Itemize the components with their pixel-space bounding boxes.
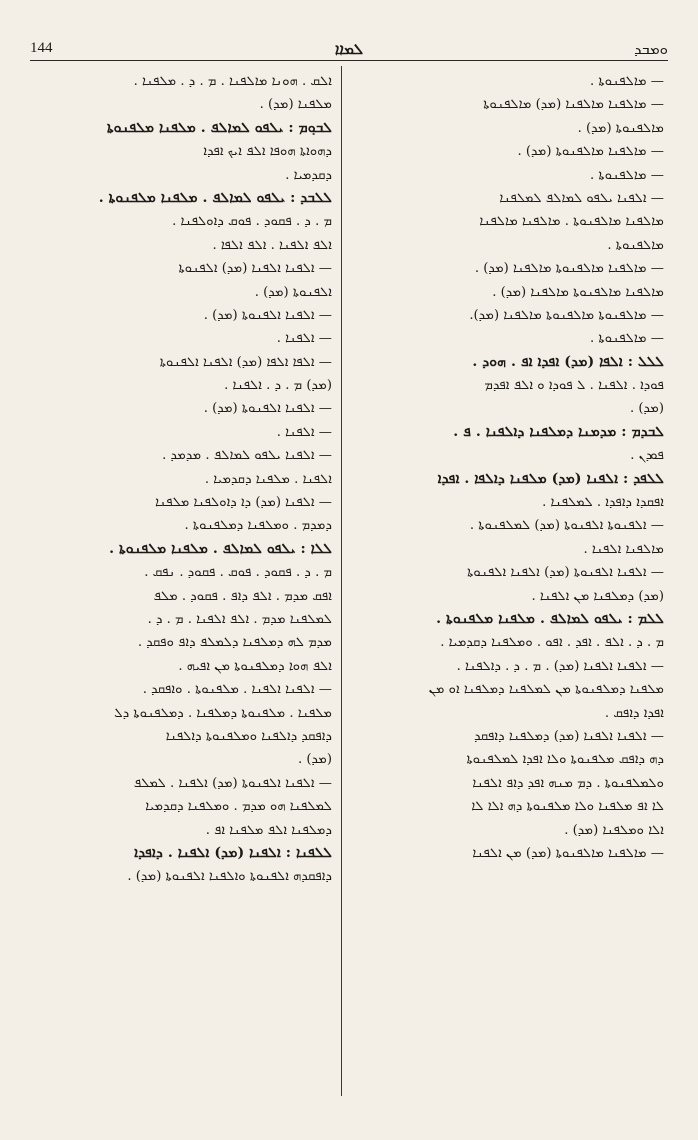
text-line: ܡܐܠܦܢܘܬܐ (ܡܕ) .: [577, 120, 664, 136]
text-line: — ܐܠܦܢܐ ܐܠܦܢܘܬܐ (ܡܕ) .: [203, 401, 332, 417]
text-line: ܕܩܕܡܝܐ .: [285, 167, 332, 183]
text-line: ܡ . ܕ . ܦܩܘܕ . ܦܘܩ ܕܐܘܠܦܢܐ .: [172, 214, 332, 230]
text-line: — ܡܐܠܦܢܐ ܡܐܠܦܢܘܬܐ (ܡܕ) .: [517, 144, 664, 160]
text-line: ܐܦܩ ܡܕܡ . ܐܠܦ ܕܐܦ . ܦܩܘܕ . ܡܠܦ: [153, 588, 332, 604]
text-line: ܕܗ ܕܐܦܩ ܡܠܦܢܘܬܐ ܘܠܐ ܐܦܕܐ ܠܡܠܦܢܘܬܐ: [466, 752, 664, 768]
text-line: — ܐܠܦܢܐ ܐܠܦܢܐ (ܡܕ) . ܡ . ܕ . ܕܐܠܦܢܐ .: [456, 658, 664, 674]
text-line: ܠܡܠܦܢܐ ܗܘ ܡܕܡ . ܘܡܠܦܢܐ ܕܩܕܡܝܐ: [145, 799, 332, 815]
text-line: ܡܠܦܢܐ . ܡܠܦܢܘܬܐ ܕܡܠܦܢܐ . ܕܡܠܦܢܘܬܐ ܕܠ: [114, 705, 332, 721]
text-line: — ܐܠܦܢܐ ܐܠܦܢܐ (ܡܕ) ܕܡܠܦܢܐ ܕܐܦܩܕ: [474, 728, 664, 744]
text-line: — ܡܐܠܦܢܐ ܡܐܠܦܢܘܬܐ ܡܐܠܦܢܐ (ܡܕ) .: [474, 261, 664, 277]
text-line: ܐܠܦܢܐ . ܡܠܦܢܐ ܕܩܕܡܝܐ .: [204, 471, 332, 487]
text-line: ܦܘܕܢ .: [630, 448, 664, 464]
text-line: ܐܠܩ . ܗܘܢܐ ܡܐܠܦܢܐ . ܡ . ܕ . ܡܠܦܢܐ .: [133, 74, 332, 89]
text-line: ܠܠܦܕ : ܐܠܦܢܐ (ܡܕ) ܡܠܦܢܐ ܕܐܠܦܐ . ܐܦܕܐ: [437, 470, 664, 487]
text-line: ܘܠܡܠܦܢܘܬܐ . ܕܡ ܡܢܗ ܐܦܕ ܕܐܦ ܐܠܦܢܐ: [472, 775, 664, 791]
text-line: — ܐܠܦܢܘܬܐ ܐܠܦܢܘܬܐ (ܡܕ) ܠܡܠܦܢܘܬܐ .: [469, 518, 664, 534]
text-line: — ܐܠܦܢܐ ܐܠܦܢܘܬܐ (ܡܕ) ܐܠܦܢܐ ܐܠܦܢܘܬܐ: [467, 565, 664, 581]
text-line: ܠܡܠܦܢܐ ܡܕܡ . ܐܠܦ ܐܠܦܢܐ . ܡ . ܕ .: [147, 611, 332, 627]
text-line: ܠܠܦܢܐ : ܐܠܦܢܐ (ܡܕ) ܐܠܦܢܐ . ܕܐܦܕܐ: [134, 844, 332, 861]
text-line: — ܐܠܦܢܐ .: [276, 331, 332, 347]
text-line: ܠܠܡ : ܝܠܦܘ ܠܡܐܠܦ . ܡܠܦܢܐ ܡܠܦܢܘܬܐ .: [436, 610, 664, 627]
text-line: ܐܦܩܕܐ ܕܐܦܕܐ . ܠܡܠܦܢܐ .: [542, 495, 664, 511]
text-line: — ܐܠܦܐ ܐܠܦܐ (ܡܕ) ܐܠܦܢܐ ܐܠܦܢܘܬܐ: [159, 354, 332, 370]
text-line: ܐܠܐ ܘܡܠܦܢܐ (ܡܕ) .: [564, 822, 664, 838]
text-line: — ܐܠܦܢܐ ܐܠܦܢܘܬܐ (ܡܕ) .: [203, 307, 332, 323]
text-line: ܡܐܠܦܢܐ ܡܐܠܦܢܘܬܐ . ܡܐܠܦܢܐ ܡܐܠܦܢܐ: [479, 214, 664, 230]
text-line: — ܐܠܦܢܐ ܐܠܦܢܐ (ܡܕ) ܐܠܦܢܘܬܐ: [178, 261, 332, 277]
text-line: ܕܗܘܐܬܐ ܗܘܦܐ ܐܠܦ ܐܝܟ ܐܦܕܐ: [203, 144, 332, 160]
text-line: (ܡܕ) .: [630, 401, 664, 417]
left-column: [32, 70, 332, 1095]
text-line: ܡܐܠܦܢܐ ܐܠܦܢܐ .: [583, 541, 664, 557]
text-line: ܠܠܠ : ܐܠܦܐ (ܡܕ) ܐܦܕܐ ܐܦ . ܗܘܕ .: [472, 353, 664, 370]
text-line: ܕܐܦܩܕܗ ܐܠܦܢܘܬܐ ܘܐܠܦܢܐ ܐܠܦܢܘܬܐ (ܡܕ) .: [127, 869, 332, 885]
text-line: ܕܡܠܦܢܐ ܐܠܦ ܡܠܦܢܐ ܐܦ .: [205, 822, 332, 838]
text-line: — ܐܠܦܢܐ ܐܠܦܢܐ . ܡܠܦܢܘܬܐ . ܘܐܦܩܕ .: [142, 682, 332, 698]
text-line: (ܡܕ) ܕܡܠܦܢܐ ܡܢ ܐܠܦܢܐ .: [531, 588, 664, 604]
text-line: ܠܒܘ݂ܡ : ܝܠܦܘ ܠܡܐܠܦ . ܡܠܦܢܐ ܡܠܦܢܘܬܐ: [106, 119, 332, 136]
text-line: ܡ . ܕ . ܐܠܦ . ܐܦܕ . ܐܦܘ . ܘܡܠܦܢܐ ܕܩܕܡܝܐ .: [440, 635, 664, 651]
text-line: ܡܠܦܢܐ ܕܡܠܦܢܘܬܐ ܡܢ ܠܡܠܦܢܐ ܕܡܠܦܢܐ ܐܘ ܡܢ: [428, 682, 664, 698]
text-line: — ܡܐܠܦܢܐ ܡܐܠܦܢܐ (ܡܕ) ܡܐܠܦܢܘܬܐ: [483, 97, 664, 113]
text-line: (ܡܕ) .: [298, 752, 332, 768]
page-number: 144: [30, 40, 53, 56]
text-line: — ܡܐܠܦܢܘܬܐ .: [590, 331, 664, 347]
text-line: — ܡܐܠܦܢܘܬܐ .: [590, 74, 664, 89]
text-line: ܐܠܦ ܐܠܦܢܐ . ܐܠܦ ܐܠܦܐ .: [212, 237, 332, 253]
text-line: ܕܐܦܩܕ ܕܐܠܦܢܐ ܘܡܠܦܢܘܬܐ ܕܐܠܦܢܐ: [165, 728, 332, 744]
text-line: ܕܡܕܡ . ܘܡܠܦܢܐ ܕܡܠܦܢܘܬܐ .: [184, 518, 332, 534]
text-line: ܡ . ܕ . ܦܩܘܕ . ܦܘܩ . ܦܩܘܕ . ܢܦܩ .: [144, 565, 332, 581]
running-title: ܠܡܐܐ: [334, 40, 364, 58]
text-line: ܡܠܦܢܐ (ܡܕ) .: [259, 97, 332, 113]
text-line: ܠܐ ܐܦ ܡܠܦܢܐ ܘܠܐ ܡܠܦܢܘܬܐ ܕܗ ܐܠܐ ܠܐ: [471, 799, 664, 815]
text-line: — ܡܐܠܦܢܘܬܐ .: [590, 167, 664, 183]
text-line: — ܐܠܦܢܐ ܝܠܦܘ ܠܡܐܠܦ ܠܡܠܦܢܐ: [499, 190, 664, 206]
right-column: [364, 70, 664, 1095]
header-rule: [30, 60, 668, 61]
text-line: ܠܒܕܡ : ܡܕܡܢܐ ܕܡܠܦܢܐ ܕܐܠܦܢܐ . ܦ .: [453, 423, 664, 440]
text-line: (ܡܕ) ܡ . ܕ . ܐܠܦܢܐ .: [224, 378, 332, 394]
text-line: ܐܦܕܐ ܕܐܦܩ .: [604, 705, 664, 721]
text-line: — ܡܐܠܦܢܐ ܡܐܠܦܢܘܬܐ (ܡܕ) ܡܢ ܐܠܦܢܐ: [472, 845, 664, 861]
text-line: ܠܠܐ : ܝܠܦܘ ܠܡܐܠܦ . ܡܠܦܢܐ ܡܠܦܢܘܬܐ .: [109, 540, 332, 557]
text-line: — ܡܐܠܦܢܘܬܐ ܡܐܠܦܢܘܬܐ ܡܐܠܦܢܐ (ܡܕ).: [469, 307, 664, 323]
text-line: — ܐܠܦܢܐ ܝܠܦܘ ܠܡܐܠܦ . ܡܕܡܕ .: [162, 448, 332, 464]
text-line: — ܐܠܦܢܐ ܐܠܦܢܘܬܐ (ܡܕ) ܐܠܦܢܐ . ܠܡܠܦ: [133, 775, 332, 791]
text-line: ܦܘܕܐ . ܐܠܦܢܐ . ܠ ܦܘܕܐ ܘ ܐܠܦ ܐܦܕܡ: [484, 378, 664, 394]
text-line: ܠܠܒܕ : ܝܠܦܘ ܠܡܐܠܦ . ܡܠܦܢܐ ܡܠܦܢܘܬܐ .: [98, 189, 332, 206]
text-line: ܐܠܦ ܗܘܐ ܕܡܠܦܢܘܬܐ ܡܢ ܐܦܝܗ .: [178, 658, 332, 674]
running-head-right: ܘܡܒܕ: [634, 40, 668, 58]
text-line: — ܐܠܦܢܐ (ܡܕ) ܕܐ ܕܐܘܠܦܢܐ ܡܠܦܢܐ: [155, 495, 332, 511]
text-line: ܐܠܦܢܘܬܐ (ܡܕ) .: [254, 284, 332, 300]
text-line: ܡܐܠܦܢܐ ܡܐܠܦܢܘܬܐ ܡܐܠܦܢܐ (ܡܕ) .: [492, 284, 664, 300]
text-line: ܡܕܡ ܠܗ ܕܡܠܦܢܐ ܕܠܡܠܦ ܕܐܦ ܘܦܩܕ .: [137, 635, 332, 651]
text-line: ܡܐܠܦܢܘܬܐ .: [607, 237, 664, 253]
text-line: — ܐܠܦܢܐ .: [276, 424, 332, 440]
column-divider: [341, 66, 342, 1096]
